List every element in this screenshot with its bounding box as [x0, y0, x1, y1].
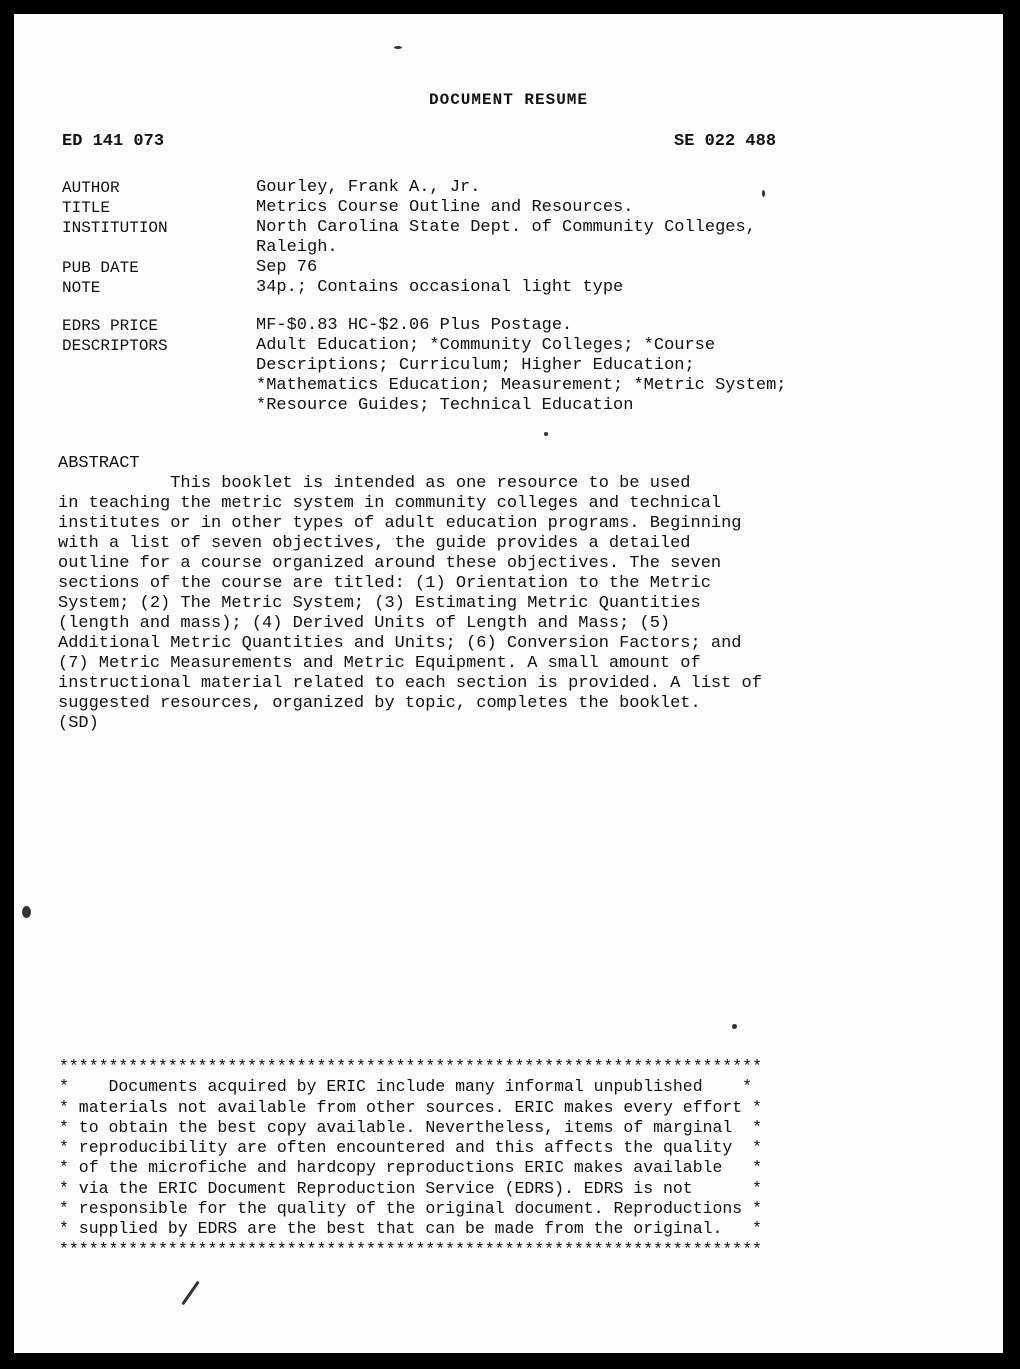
field-label: TITLE [62, 199, 111, 217]
se-number: SE 022 488 [674, 132, 777, 151]
field-label: PUB DATE [62, 259, 139, 277]
abstract-line: Additional Metric Quantities and Units; (6) Conversion Factors; and [58, 634, 742, 653]
field-value: 34p.; Contains occasional light type [256, 278, 624, 297]
abstract-line: instructional material related to each section is provided. A list of [58, 674, 762, 693]
notice-line: * materials not available from other sources. ERIC makes every effort * [59, 1097, 763, 1117]
field-label: EDRS PRICE [62, 317, 159, 335]
field-value: Metrics Course Outline and Resources. [256, 198, 634, 217]
notice-border-bottom: *********************************************************************** [59, 1239, 763, 1259]
scan-speck [181, 1281, 200, 1306]
notice-line: * via the ERIC Document Reproduction Service (EDRS). EDRS is not * [59, 1178, 763, 1198]
notice-line: * responsible for the quality of the original document. Reproductions * [59, 1199, 763, 1219]
ed-number: ED 141 073 [62, 132, 165, 151]
abstract-line: suggested resources, organized by topic, completes the booklet. [58, 694, 701, 713]
field-value: North Carolina State Dept. of Community Colleges, [256, 218, 756, 237]
abstract-line: with a list of seven objectives, the guide provides a detailed [58, 534, 691, 553]
abstract-line: This booklet is intended as one resource to be used [58, 474, 691, 493]
field-label: NOTE [62, 279, 101, 297]
field-value: Sep 76 [256, 258, 318, 277]
abstract-line: sections of the course are titled: (1) Orientation to the Metric [58, 574, 711, 593]
field-value: *Mathematics Education; Measurement; *Metric System; [256, 376, 787, 395]
eric-notice [59, 1057, 762, 1260]
field-label: INSTITUTION [62, 219, 168, 237]
scan-speck [762, 190, 765, 197]
field-value: Adult Education; *Community Colleges; *Course [256, 336, 716, 355]
field-value: MF-$0.83 HC-$2.06 Plus Postage. [256, 316, 573, 335]
notice-body [59, 1077, 762, 1239]
abstract-body [58, 474, 958, 734]
notice-line: * Documents acquired by ERIC include many informal unpublished * [59, 1077, 753, 1097]
document-title: DOCUMENT RESUME [428, 91, 589, 109]
scan-speck [22, 906, 31, 918]
notice-line: * of the microfiche and hardcopy reproductions ERIC makes available * [59, 1158, 763, 1178]
scan-speck [732, 1024, 737, 1029]
field-value: Raleigh. [256, 238, 338, 257]
field-label: DESCRIPTORS [62, 337, 168, 355]
abstract-section [58, 454, 958, 734]
notice-line: * to obtain the best copy available. Nevertheless, items of marginal * [59, 1117, 763, 1137]
scan-speck [544, 432, 548, 436]
field-value: Gourley, Frank A., Jr. [256, 178, 481, 197]
abstract-line: institutes or in other types of adult education programs. Beginning [58, 514, 742, 533]
abstract-line: outline for a course organized around these objectives. The seven [58, 554, 722, 573]
abstract-line: (SD) [58, 714, 99, 733]
field-value: *Resource Guides; Technical Education [256, 396, 634, 415]
notice-border-top: *********************************************************************** [59, 1057, 763, 1076]
scan-speck [394, 46, 402, 49]
field-label: AUTHOR [62, 179, 120, 197]
abstract-line: System; (2) The Metric System; (3) Estimating Metric Quantities [58, 594, 701, 613]
notice-line: * reproducibility are often encountered and this affects the quality * [59, 1138, 763, 1158]
field-value: Descriptions; Curriculum; Higher Education; [256, 356, 695, 375]
abstract-label: ABSTRACT [58, 454, 140, 473]
abstract-line: (length and mass); (4) Derived Units of Length and Mass; (5) [58, 614, 671, 633]
abstract-line: (7) Metric Measurements and Metric Equipment. A small amount of [58, 654, 701, 673]
notice-line: * supplied by EDRS are the best that can be made from the original. * [59, 1219, 763, 1239]
abstract-line: in teaching the metric system in community colleges and technical [58, 494, 722, 513]
document-page [14, 14, 1003, 1353]
